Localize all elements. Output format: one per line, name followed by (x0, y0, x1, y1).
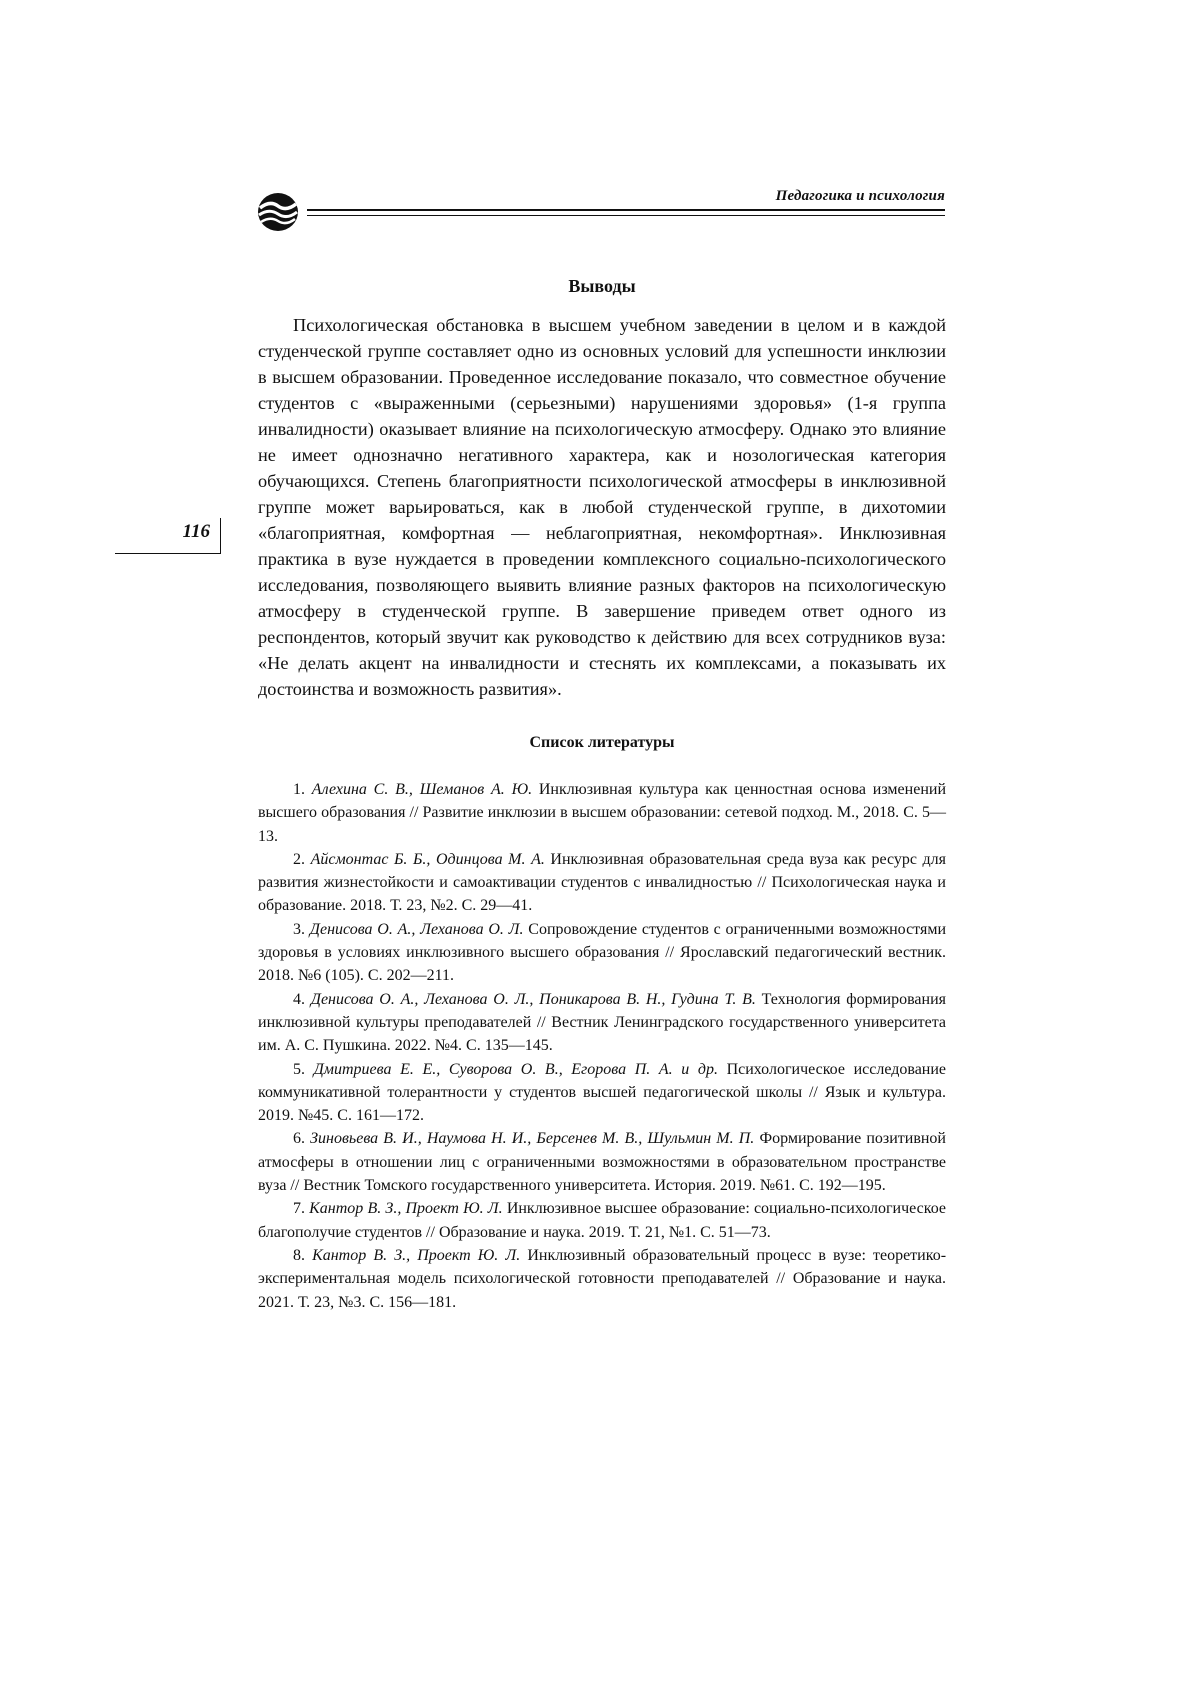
reference-authors: Денисова О. А., Леханова О. Л., Поникарова В. Н., Гудина Т. В. (310, 990, 756, 1008)
reference-number: 7. (293, 1200, 305, 1218)
reference-item (258, 1197, 946, 1244)
reference-text: Технология формирования инклюзивной культуры преподавателей // Вестник Ленинградского государственного университета им. А. С. Пушкина. 2022. №4. С. 135—145. (258, 990, 947, 1055)
reference-text: Сопровождение студентов с ограниченными возможностями здоровья в условиях инклюзивного высшего образования // Ярославский педагогический вестник. 2018. №6 (105). С. 202—211. (258, 920, 947, 985)
reference-number: 5. (293, 1060, 305, 1078)
journal-section-title: Педагогика и психология (775, 188, 945, 204)
reference-number: 2. (293, 850, 305, 868)
reference-item (258, 1058, 946, 1128)
reference-item (258, 988, 946, 1058)
reference-text: Инклюзивное высшее образование: социально-психологическое благополучие студентов // Образование и наука. 2019. Т. 21, №1. С. 51—73. (258, 1200, 947, 1241)
reference-authors: Зиновьева В. И., Наумова Н. И., Берсенев М. В., Шульмин М. П. (310, 1130, 755, 1148)
reference-number: 1. (293, 781, 305, 798)
page-number-box (115, 518, 221, 554)
header-rule-thick (307, 209, 945, 211)
reference-text: Инклюзивная образовательная среда вуза как ресурс для развития жизнестойкости и самоактивации студентов с инвалидностью // Психологическая наука и образование. 2018. Т. 23, №2. С. 29—41. (258, 850, 947, 915)
running-header (255, 184, 945, 236)
reference-authors: Денисова О. А., Леханова О. Л. (309, 920, 524, 938)
reference-item (258, 1127, 946, 1197)
conclusions-paragraph: Психологическая обстановка в высшем учебном заведении в целом и в каждой студенческой группе составляет одно из основных условий для успешности инклюзии в высшем образовании. Проведенное исследование показало, что совместное обучение студентов с «выраженными (серьезными) нарушениями здоровья» (1-я группа инвалидности) оказывает влияние на психологическую атмосферу. Однако это влияние не имеет однозначно негативного характера, как и нозологическая категория обучающихся. Степень благоприятности психологической атмосферы в инклюзивной группе может варьироваться, как в любой студенческой группе, в дихотомии «благоприятная, комфортная — неблагоприятная, некомфортная». Инклюзивная практика в вузе нуждается в проведении комплексного социально-психологического исследования, позволяющего выявить влияние разных факторов на психологическую атмосферу в студенческой группе. В завершение приведем ответ одного из респондентов, который звучит как руководство к действию для всех сотрудников вуза: «Не делать акцент на инвалидности и стеснять их комплексами, а показывать их достоинства и возможность развития». (258, 315, 946, 699)
header-rule-thin (307, 215, 945, 216)
reference-number: 8. (293, 1246, 305, 1264)
reference-item (258, 778, 946, 848)
reference-text: Инклюзивный образовательный процесс в вузе: теоретико-экспериментальная модель психологической готовности преподавателей // Образование и наука. 2021. Т. 23, №3. С. 156—181. (258, 1246, 947, 1311)
journal-wave-logo-icon (255, 190, 301, 234)
references-list (258, 778, 946, 1314)
reference-authors: Кантор В. З., Проект Ю. Л. (309, 1200, 503, 1218)
reference-authors: Кантор В. З., Проект Ю. Л. (312, 1246, 521, 1264)
page-number: 116 (182, 521, 210, 542)
reference-text: Инклюзивная культура как ценностная основа изменений высшего образования // Развитие инклюзии в высшем образовании: сетевой подход. М., 2018. С. 5—13. (258, 781, 946, 845)
reference-authors: Дмитриева Е. Е., Суворова О. В., Егорова П. А. и др. (313, 1060, 718, 1078)
reference-authors: Алехина С. В., Шеманов А. Ю. (311, 781, 533, 798)
conclusions-heading: Выводы (568, 276, 636, 296)
references-heading: Список литературы (529, 734, 675, 751)
reference-item (258, 1244, 946, 1314)
reference-item (258, 918, 946, 988)
reference-item (258, 848, 946, 918)
reference-text: Формирование позитивной атмосферы в отношении лиц с ограниченными возможностями в образовательном пространстве вуза // Вестник Томского государственного университета. История. 2019. №61. С. 192—195. (258, 1130, 946, 1195)
reference-number: 3. (293, 920, 305, 938)
reference-number: 4. (293, 990, 305, 1008)
reference-authors: Айсмонтас Б. Б., Одинцова М. А. (310, 850, 545, 868)
reference-text: Психологическое исследование коммуникативной толерантности у студентов высшей педагогической школы // Язык и культура. 2019. №45. С. 161—172. (258, 1060, 947, 1125)
reference-number: 6. (293, 1130, 305, 1148)
article-body (258, 266, 946, 1314)
